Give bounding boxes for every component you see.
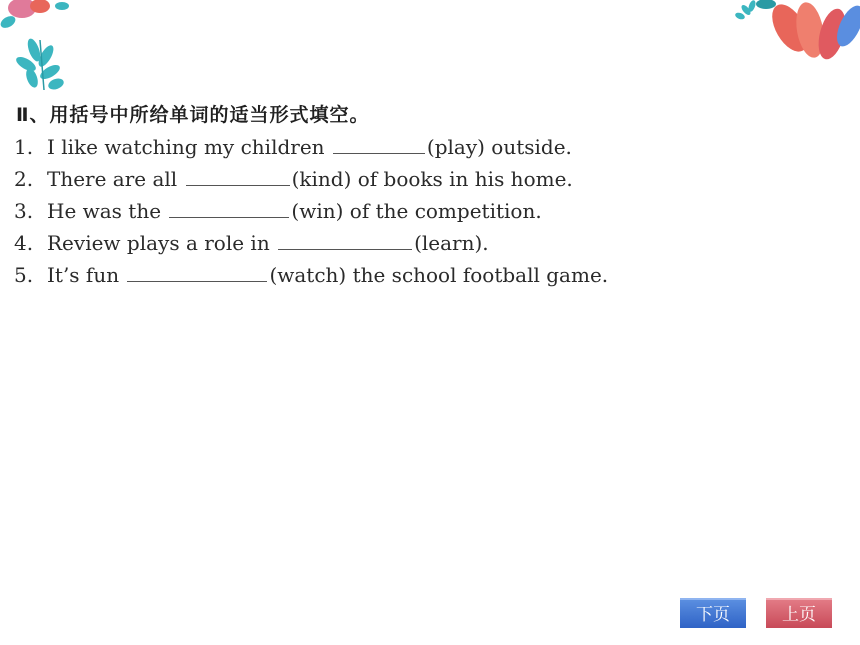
question-text-before: Review plays a role in [47, 231, 277, 255]
question-2 [14, 165, 573, 192]
question-4 [14, 229, 489, 256]
question-text-after: (kind) of books in his home. [291, 167, 573, 191]
previous-page-button[interactable]: 上页 [766, 598, 832, 628]
question-text-before: It’s fun [47, 263, 126, 287]
next-page-button[interactable]: 下页 [680, 598, 746, 628]
question-text-before: He was the [47, 199, 168, 223]
question-text-before: There are all [47, 167, 184, 191]
question-text-after: (play) outside. [426, 135, 572, 159]
floral-corner-right-icon [730, 0, 860, 70]
answer-blank[interactable] [333, 133, 425, 154]
answer-blank[interactable] [186, 165, 290, 186]
question-text-after: (watch) the school football game. [269, 263, 609, 287]
answer-blank[interactable] [169, 197, 289, 218]
question-text-after: (learn). [414, 231, 489, 255]
question-text-before: I like watching my children [47, 135, 331, 159]
question-number: 1. [14, 135, 34, 159]
question-number: 3. [14, 199, 34, 223]
question-text-after: (win) of the competition. [291, 199, 542, 223]
question-1 [14, 133, 572, 160]
question-5 [14, 261, 608, 288]
question-number: 2. [14, 167, 34, 191]
floral-corner-left-icon [0, 0, 80, 92]
section-heading: Ⅱ、用括号中所给单词的适当形式填空。 [16, 104, 370, 126]
answer-blank[interactable] [127, 261, 267, 282]
question-number: 4. [14, 231, 34, 255]
question-number: 5. [14, 263, 34, 287]
question-3 [14, 197, 542, 224]
answer-blank[interactable] [278, 229, 412, 250]
